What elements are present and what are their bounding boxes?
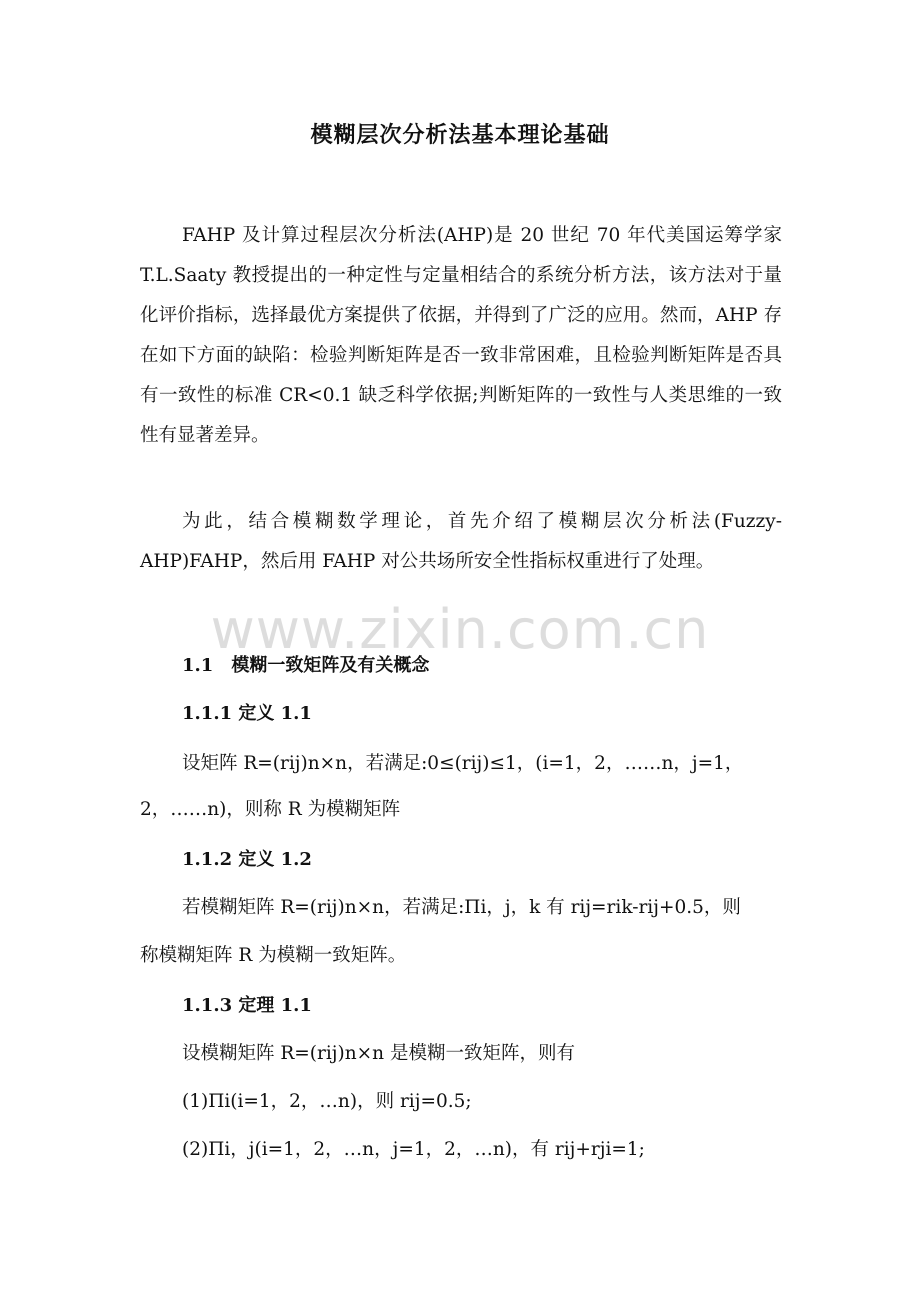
theorem-item-2: (2)Πi，j(i=1，2，…n，j=1，2，…n)，有 rij+rji=1; <box>182 1139 645 1160</box>
theorem-heading-1-1-3: 1.1.3 定理 1.1 <box>182 995 312 1016</box>
definition-1-1-2-text-line1: 若模糊矩阵 R=(rij)n×n，若满足:Πi，j，k 有 rij=rik-rij+0.5，则 <box>182 897 741 918</box>
definition-1-1-1-text-line2: 2，……n)，则称 R 为模糊矩阵 <box>140 799 401 820</box>
section-heading-1-1: 1.1 模糊一致矩阵及有关概念 <box>182 655 430 676</box>
theorem-item-1: (1)Πi(i=1，2，…n)，则 rij=0.5; <box>182 1091 472 1112</box>
definition-heading-1-1-1: 1.1.1 定义 1.1 <box>182 703 312 724</box>
definition-heading-1-1-2: 1.1.2 定义 1.2 <box>182 849 312 870</box>
theorem-1-1-3-text: 设模糊矩阵 R=(rij)n×n 是模糊一致矩阵，则有 <box>182 1043 575 1064</box>
definition-1-1-2-text-line2: 称模糊矩阵 R 为模糊一致矩阵。 <box>140 945 407 966</box>
paragraph-fuzzy-ahp: 为此，结合模糊数学理论，首先介绍了模糊层次分析法(Fuzzy-AHP)FAHP，然后用 FAHP 对公共场所安全性指标权重进行了处理。 <box>140 511 782 572</box>
watermark-text: www.zixin.com.cn <box>210 598 710 661</box>
definition-1-1-1-text-line1: 设矩阵 R=(rij)n×n，若满足:0≤(rij)≤1，(i=1，2，……n，j=1， <box>182 753 744 774</box>
paragraph-intro: FAHP 及计算过程层次分析法(AHP)是 20 世纪 70 年代美国运筹学家 T.L.Saaty 教授提出的一种定性与定量相结合的系统分析方法，该方法对于量化评价指标，选择最优方案提供了依据，并得到了广泛的应用。然而，AHP 存在如下方面的缺陷：检验判断矩阵是否一致非常困难，且检验判断矩阵是否具有一致性的标准 CR<0.1 缺乏科学依据;判断矩阵的一致性与人类思维的一致性有显著差异。 <box>140 225 782 446</box>
document-title: 模糊层次分析法基本理论基础 <box>310 122 610 148</box>
